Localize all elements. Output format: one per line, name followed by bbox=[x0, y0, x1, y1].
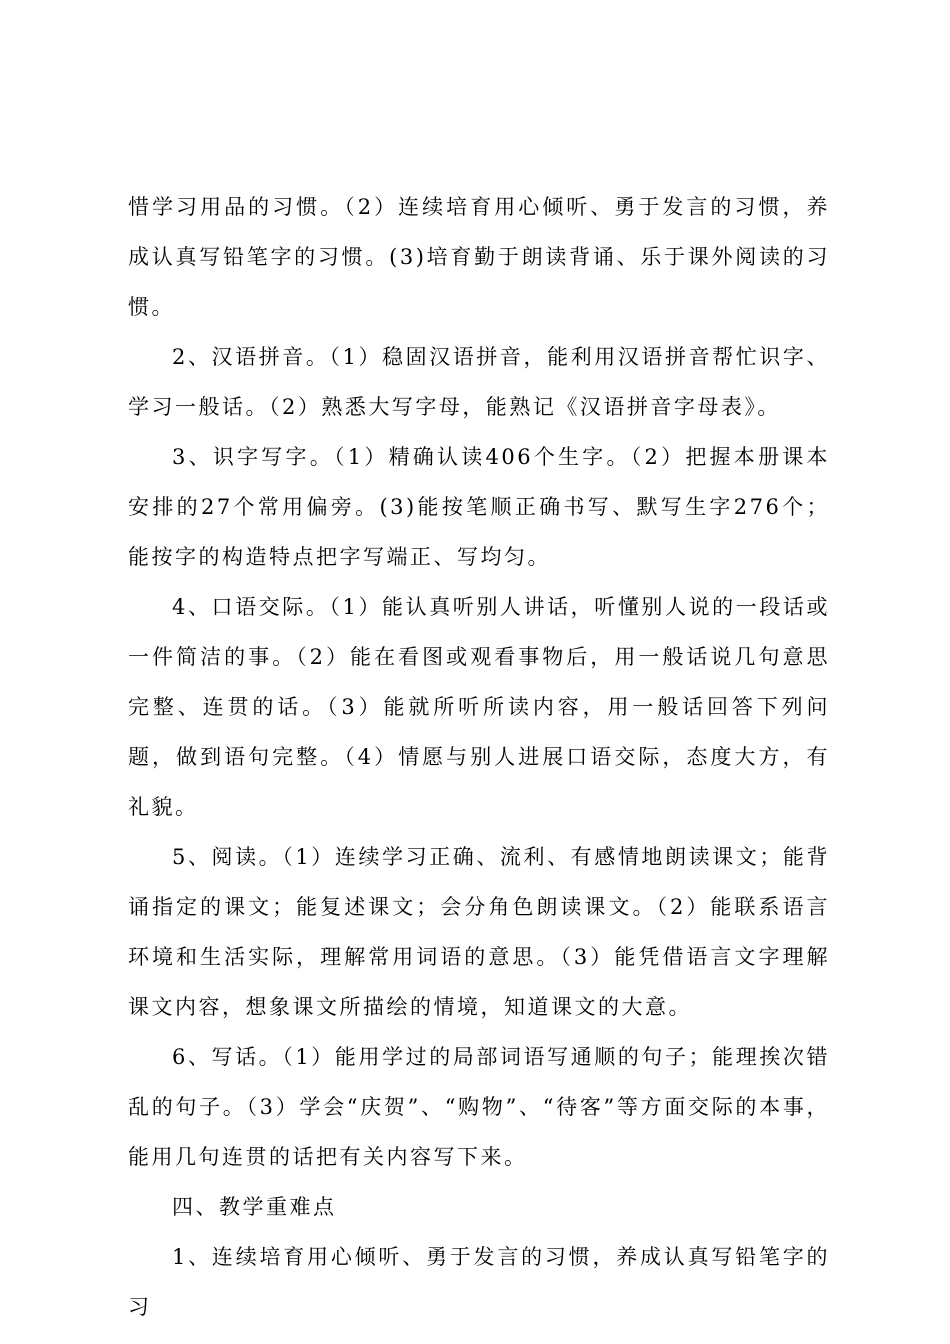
document-page bbox=[128, 182, 830, 1332]
paragraph-writing-sentences: 6、写话。（1）能用学过的局部词语写通顺的句子；能理挨次错乱的句子。（3）学会“庆贺”、“购物”、“待客”等方面交际的本事，能用几句连贯的话把有关内容写下来。 bbox=[128, 1045, 830, 1169]
paragraph-pinyin: 2、汉语拼音。（1）稳固汉语拼音，能利用汉语拼音帮忙识字、学习一般话。（2）熟悉大写字母，能熟记《汉语拼音字母表》。 bbox=[128, 345, 830, 419]
paragraph-habits-continued: 惜学习用品的习惯。（2）连续培育用心倾听、勇于发言的习惯，养成认真写铅笔字的习惯。(3)培育勤于朗读背诵、乐于课外阅读的习惯。 bbox=[128, 195, 830, 319]
paragraph-reading: 5、阅读。（1）连续学习正确、流利、有感情地朗读课文；能背诵指定的课文；能复述课文；会分角色朗读课文。（2）能联系语言环境和生活实际，理解常用词语的意思。（3）能凭借语言文字理解课文内容，想象课文所描绘的情境，知道课文的大意。 bbox=[128, 845, 830, 1019]
paragraph-key-point-1: 1、连续培育用心倾听、勇于发言的习惯，养成认真写铅笔字的习 bbox=[128, 1245, 830, 1319]
section-heading-key-difficulties: 四、教学重难点 bbox=[172, 1195, 337, 1219]
paragraph-oral-communication: 4、口语交际。（1）能认真听别人讲话，听懂别人说的一段话或一件简洁的事。（2）能在看图或观看事物后，用一般话说几句意思完整、连贯的话。（3）能就所听所读内容，用一般话回答下列问题，做到语句完整。（4）情愿与别人进展口语交际，态度大方，有礼貌。 bbox=[128, 595, 830, 819]
paragraph-literacy-writing: 3、识字写字。（1）精确认读406个生字。（2）把握本册课本安排的27个常用偏旁。(3)能按笔顺正确书写、默写生字276个；能按字的构造特点把字写端正、写均匀。 bbox=[128, 445, 830, 569]
